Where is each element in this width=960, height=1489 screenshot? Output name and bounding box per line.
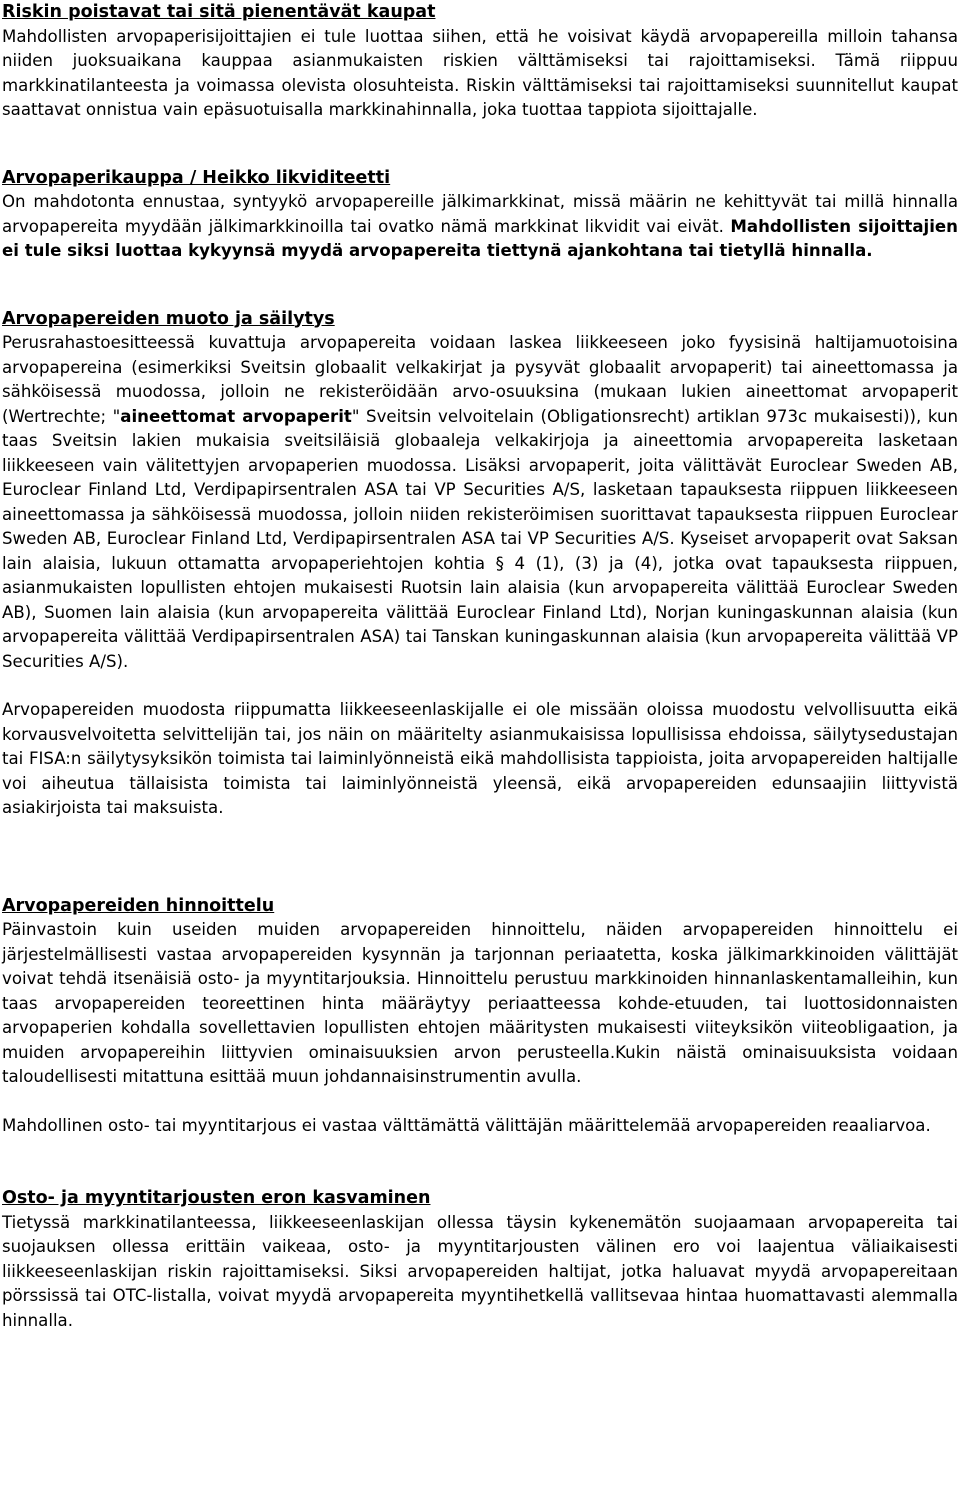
- section-heading: Riskin poistavat tai sitä pienentävät kaupat: [2, 2, 436, 22]
- section-risk-reduction: [2, 0, 958, 123]
- paragraph-text: Perusrahastoesitteessä kuvattuja arvopapereita voidaan laskea liikkeeseen joko fyysisinä haltijamuotoisina arvopapereina (esimerkiksi Sveitsin globaalit velkakirjat ja pysyvät globaalit arvopaperit) tai aineettomassa ja sähköisessä muodossa, jolloin ne rekisteröidään arvo-osuuksina (mukaan lukien aineettomat arvopaperit (Wertrechte; ": [2, 333, 958, 426]
- section-form-and-custody: [2, 307, 958, 821]
- paragraph: [2, 190, 958, 264]
- section-bid-ask-spread: [2, 1186, 958, 1333]
- paragraph-text: On mahdotonta ennustaa, syntyykö arvopapereille jälkimarkkinat, missä määrin ne kehittyvät tai millä hinnalla arvopapereita myydään jälkimarkkinoilla tai ovatko nämä markkinat likvidit vai eivät.: [2, 192, 958, 236]
- paragraph: [2, 698, 958, 821]
- paragraph: [2, 331, 958, 674]
- section-heading: Arvopapereiden muoto ja säilytys: [2, 308, 335, 329]
- paragraph-text: Mahdollisten arvopaperisijoittajien ei tule luottaa siihen, että he voisivat käydä arvopapereilla milloin tahansa niiden juoksuaikana kauppaa asianmukaisten riskien välttämiseksi tai rajoittamiseksi. Tämä riippuu markkinatilanteesta ja voimassa olevista olosuhteista. Riskin välttämiseksi tai rajoittamiseksi suunnitellut kaupat saattavat onnistua vain epäsuotuisalla markkinahinnalla, joka tuottaa tappiota sijoittajalle.: [2, 26, 958, 119]
- paragraph-text: " Sveitsin velvoitelain (Obligationsrecht) artiklan 973c mukaisesti)), kun taas Sveitsin lakien mukaisia sveitsiläisiä globaaleja velkakirjoja ja aineettomia arvopapereita lasketaan liikkeeseen vain välitettyjen arvopaperien muodossa. Lisäksi arvopaperit, joita välittävät Euroclear Sweden AB, Euroclear Finland Ltd, Verdipapirsentralen ASA tai VP Securities A/S, lasketaan tapauksesta riippuen liikkeeseen aineettomassa ja sähköisessä muodossa, jolloin niiden rekisteröimisen suorittavat tapauksesta riippuen Euroclear Sweden AB, Euroclear Finland Ltd, Verdipapirsentralen ASA tai VP Securities A/S. Kyseiset arvopaperit ovat Saksan lain alaisia, lukuun ottamatta arvopaperiehtojen kohtia § 4 (1), (3) ja (4), jotka ovat tapauksesta riippuen, asianmukaisten lopullisten ehtojen mukaisesti Ruotsin lain alaisia (kun arvopapereita välittää Euroclear Sweden AB), Suomen lain alaisia (kun arvopapereita välittää Euroclear Finland Ltd), Norjan kuningaskunnan alaisia (kun arvopapereita välittää Verdipapirsentralen ASA) tai Tanskan kuningaskunnan alaisia (kun arvopapereita välittää VP Securities A/S).: [2, 406, 959, 671]
- paragraph-bold-text: Mahdollisten sijoittajien ei tule siksi luottaa kykyynsä myydä arvopapereita tiettynä ajankohtana tai tietyllä hinnalla.: [2, 216, 958, 260]
- paragraph-text: Arvopapereiden muodosta riippumatta liikkeeseenlaskijalle ei ole missään oloissa muodostu velvollisuutta eikä korvausvelvoitetta selvittelijän tai, jos näin on määritelty asianmukaisissa lopullisissa ehdoissa, säilytysedustajan tai FISA:n säilytysyksikön toimista tai laiminlyönneistä eikä mahdollisista tappioista, joita arvopapereiden haltijalle voi aiheutua tällaisista toimista tai laiminlyönneistä yleensä, eikä arvopapereiden edunsaajiin liittyvistä asiakirjoista tai maksuista.: [2, 700, 958, 817]
- paragraph: [2, 1211, 958, 1334]
- paragraph-text: Mahdollinen osto- tai myyntitarjous ei vastaa välttämättä välittäjän määrittelemää arvopapereiden reaaliarvoa.: [2, 1115, 931, 1135]
- section-heading: Osto- ja myyntitarjousten eron kasvaminen: [2, 1188, 431, 1208]
- section-liquidity: [2, 166, 958, 264]
- paragraph-text: Tietyssä markkinatilanteessa, liikkeeseenlaskijan ollessa täysin kykenemätön suojaamaan arvopapereita tai suojauksen ollessa erittäin vaikeaa, osto- ja myyntitarjousten välinen ero voi laajentua väliaikaisesti liikkeeseenlaskijan riskin rajoittamiseksi. Siksi arvopapereiden haltijat, jotka haluavat myydä arvopapereitaan pörssissä tai OTC-listalla, voivat myydä arvopapereita myyntihetkellä vallitsevaa hintaa huomattavasti alemmalla hinnalla.: [2, 1212, 958, 1330]
- section-heading: Arvopaperikauppa / Heikko likviditeetti: [2, 167, 391, 188]
- paragraph: [2, 1114, 958, 1139]
- section-heading: Arvopapereiden hinnoittelu: [2, 895, 275, 916]
- paragraph: [2, 25, 958, 123]
- paragraph-text: Päinvastoin kuin useiden muiden arvopapereiden hinnoittelu, näiden arvopapereiden hinnoittelu ei järjestelmällisesti vastaa arvopapereiden kysynnän ja tarjonnan periaatetta, koska jälkimarkkinoiden välittäjät voivat tehdä itsenäisiä osto- ja myyntitarjouksia. Hinnoittelu perustuu markkinoiden hinnanlaskentamalleihin, kun taas arvopapereiden teoreettinen hinta määräytyy periaatteessa kohde-etuuden, tai luottosidonnaisten arvopaperien kohdalla sovellettavien lopullisten ehtojen määritysten mukaisesti viiteyksikön viiteobligaation, ja muiden arvopapereihin liittyvien ominaisuuksien arvon perusteella.Kukin näistä ominaisuuksista voidaan taloudellisesti mitattuna esittää muun johdannaisinstrumentin avulla.: [2, 920, 958, 1086]
- paragraph-bold-text: aineettomat arvopaperit: [120, 406, 352, 426]
- paragraph: [2, 918, 958, 1090]
- section-pricing: [2, 894, 958, 1139]
